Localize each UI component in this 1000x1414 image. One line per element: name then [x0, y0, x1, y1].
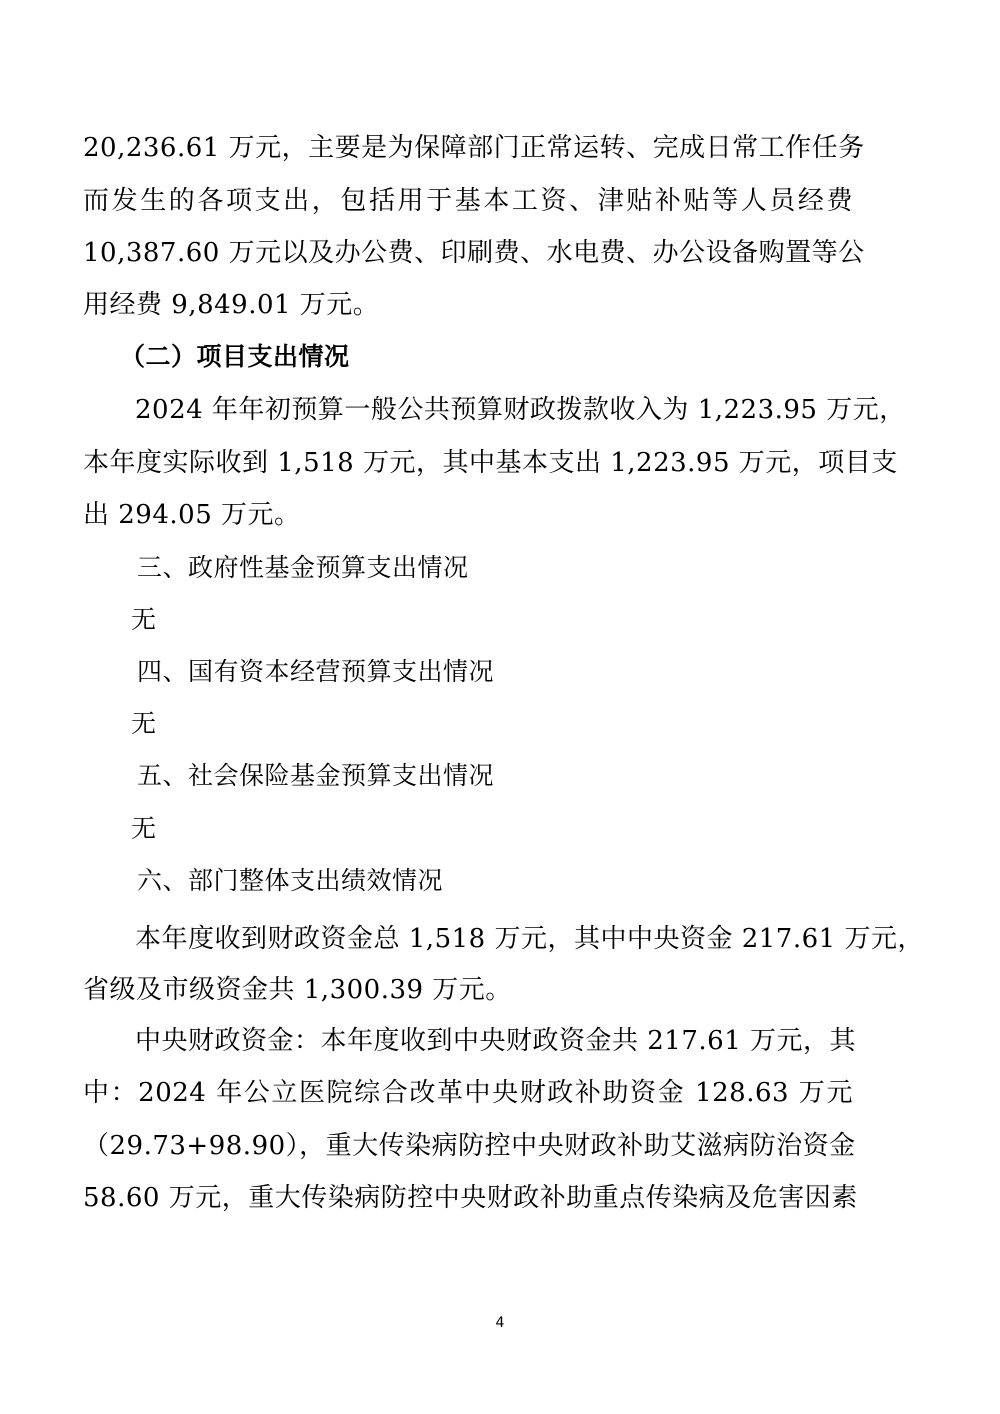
none-text: 无	[131, 814, 157, 843]
none-text: 无	[131, 605, 157, 634]
body-text-line: 本年度收到财政资金总 1,518 万元，其中中央资金 217.61 万元，	[135, 924, 924, 954]
body-text-line: 本年度实际收到 1,518 万元，其中基本支出 1,223.95 万元，项目支	[83, 448, 898, 478]
page-number: 4	[495, 1315, 505, 1331]
section-heading-state-capital: 四、国有资本经营预算支出情况	[137, 657, 495, 686]
body-text-line: 而发生的各项支出，包括用于基本工资、津贴补贴等人员经费	[83, 186, 853, 216]
body-text-line: 出 294.05 万元。	[83, 500, 301, 530]
section-heading-performance: 六、部门整体支出绩效情况	[137, 866, 444, 895]
body-text-line: （29.73+98.90），重大传染病防控中央财政补助艾滋病防治资金	[83, 1131, 856, 1161]
body-text-line: 10,387.60 万元以及办公费、印刷费、水电费、办公设备购置等公	[83, 238, 865, 268]
section-heading-government-fund: 三、政府性基金预算支出情况	[137, 553, 469, 582]
body-text-line: 中：2024 年公立医院综合改革中央财政补助资金 128.63 万元	[83, 1078, 853, 1108]
body-text-line: 省级及市级资金共 1,300.39 万元。	[83, 975, 512, 1005]
body-text-line: 20,236.61 万元，主要是为保障部门正常运转、完成日常工作任务	[83, 133, 865, 163]
section-heading-project-expenditure: （二）项目支出情况	[120, 342, 350, 371]
none-text: 无	[131, 709, 157, 738]
body-text-line: 用经费 9,849.01 万元。	[83, 290, 380, 320]
body-text-line: 2024 年年初预算一般公共预算财政拨款收入为 1,223.95 万元，	[135, 395, 906, 425]
body-text-line: 58.60 万元，重大传染病防控中央财政补助重点传染病及危害因素	[83, 1183, 858, 1213]
section-heading-social-insurance: 五、社会保险基金预算支出情况	[137, 761, 495, 790]
body-text-line: 中央财政资金：本年度收到中央财政资金共 217.61 万元，其	[135, 1026, 857, 1056]
